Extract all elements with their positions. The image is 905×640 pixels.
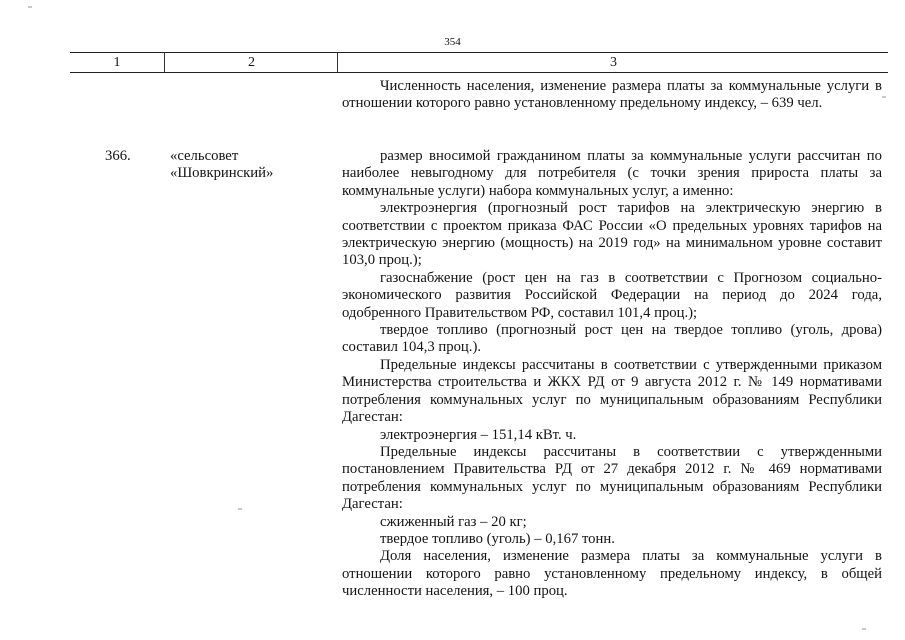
entry-number: 366. [105, 148, 131, 164]
paragraph-indices-resolution-469: Предельные индексы рассчитаны в соответствии с утвержденными постановлением Правительства РД от 27 декабря 2012 г. № 469 нормативами потребления коммунальных услуг по муниципальным образованиям Республики Дагестан: [342, 443, 882, 513]
page-number: 354 [444, 36, 461, 48]
entry-name-line-2: «Шовкринский» [170, 165, 274, 182]
scan-speck [882, 96, 886, 98]
scan-speck [862, 628, 866, 630]
entry-description [342, 148, 882, 601]
header-column-1: 1 [113, 55, 121, 70]
paragraph-indices-order-149: Предельные индексы рассчитаны в соответствии с утвержденными приказом Министерства строительства и ЖКХ РД от 9 августа 2012 г. № 149 нормативами потребления коммунальных услуг по муниципальным образованиям Республики Дагестан: [342, 356, 882, 426]
paragraph-electricity-norm: электроэнергия – 151,14 кВт. ч. [380, 426, 577, 443]
table-header-row [70, 53, 888, 73]
continued-text-block [342, 78, 882, 113]
paragraph-coal-norm: твердое топливо (уголь) – 0,167 тонн. [380, 530, 615, 547]
paragraph-electricity-tariff: электроэнергия (прогнозный рост тарифов на электрическую энергию в соответствии с проектом приказа ФАС России «О предельных уровнях тарифов на электрическую энергию (мощность) на 2019 год» на минимальном уровне составит 103,0 проц.); [342, 200, 882, 269]
scan-speck [238, 508, 242, 510]
paragraph-solid-fuel: твердое топливо (прогнозный рост цен на твердое топливо (уголь, дрова) составил 104,3 проц.). [342, 322, 882, 356]
population-paragraph: Численность населения, изменение размера платы за коммунальные услуги в отношении которого равно установленному предельному индексу, – 639 чел. [342, 78, 882, 112]
scan-speck [28, 6, 32, 8]
entry-name-line-1: «сельсовет [170, 148, 239, 164]
entry-name [170, 148, 330, 183]
paragraph-payment-basis: размер вносимой гражданином платы за коммунальные услуги рассчитан по наиболее невыгодному для потребителя (с точки зрения прироста платы за коммунальные услуги) набора коммунальных услуг, а именно: [342, 148, 882, 199]
paragraph-liquefied-gas-norm: сжиженный газ – 20 кг; [380, 513, 527, 530]
header-column-2: 2 [164, 53, 338, 72]
paragraph-gas-supply: газоснабжение (рост цен на газ в соответствии с Прогнозом социально-экономического развития Российской Федерации на период до 2024 года, одобренного Правительством РФ, составил 101,4 проц.); [342, 269, 882, 321]
paragraph-population-share: Доля населения, изменение размера платы за коммунальные услуги в отношении которого равно установленному предельному индексу, в общей численности населения, – 100 проц. [342, 548, 882, 600]
header-column-3: 3 [337, 53, 889, 72]
